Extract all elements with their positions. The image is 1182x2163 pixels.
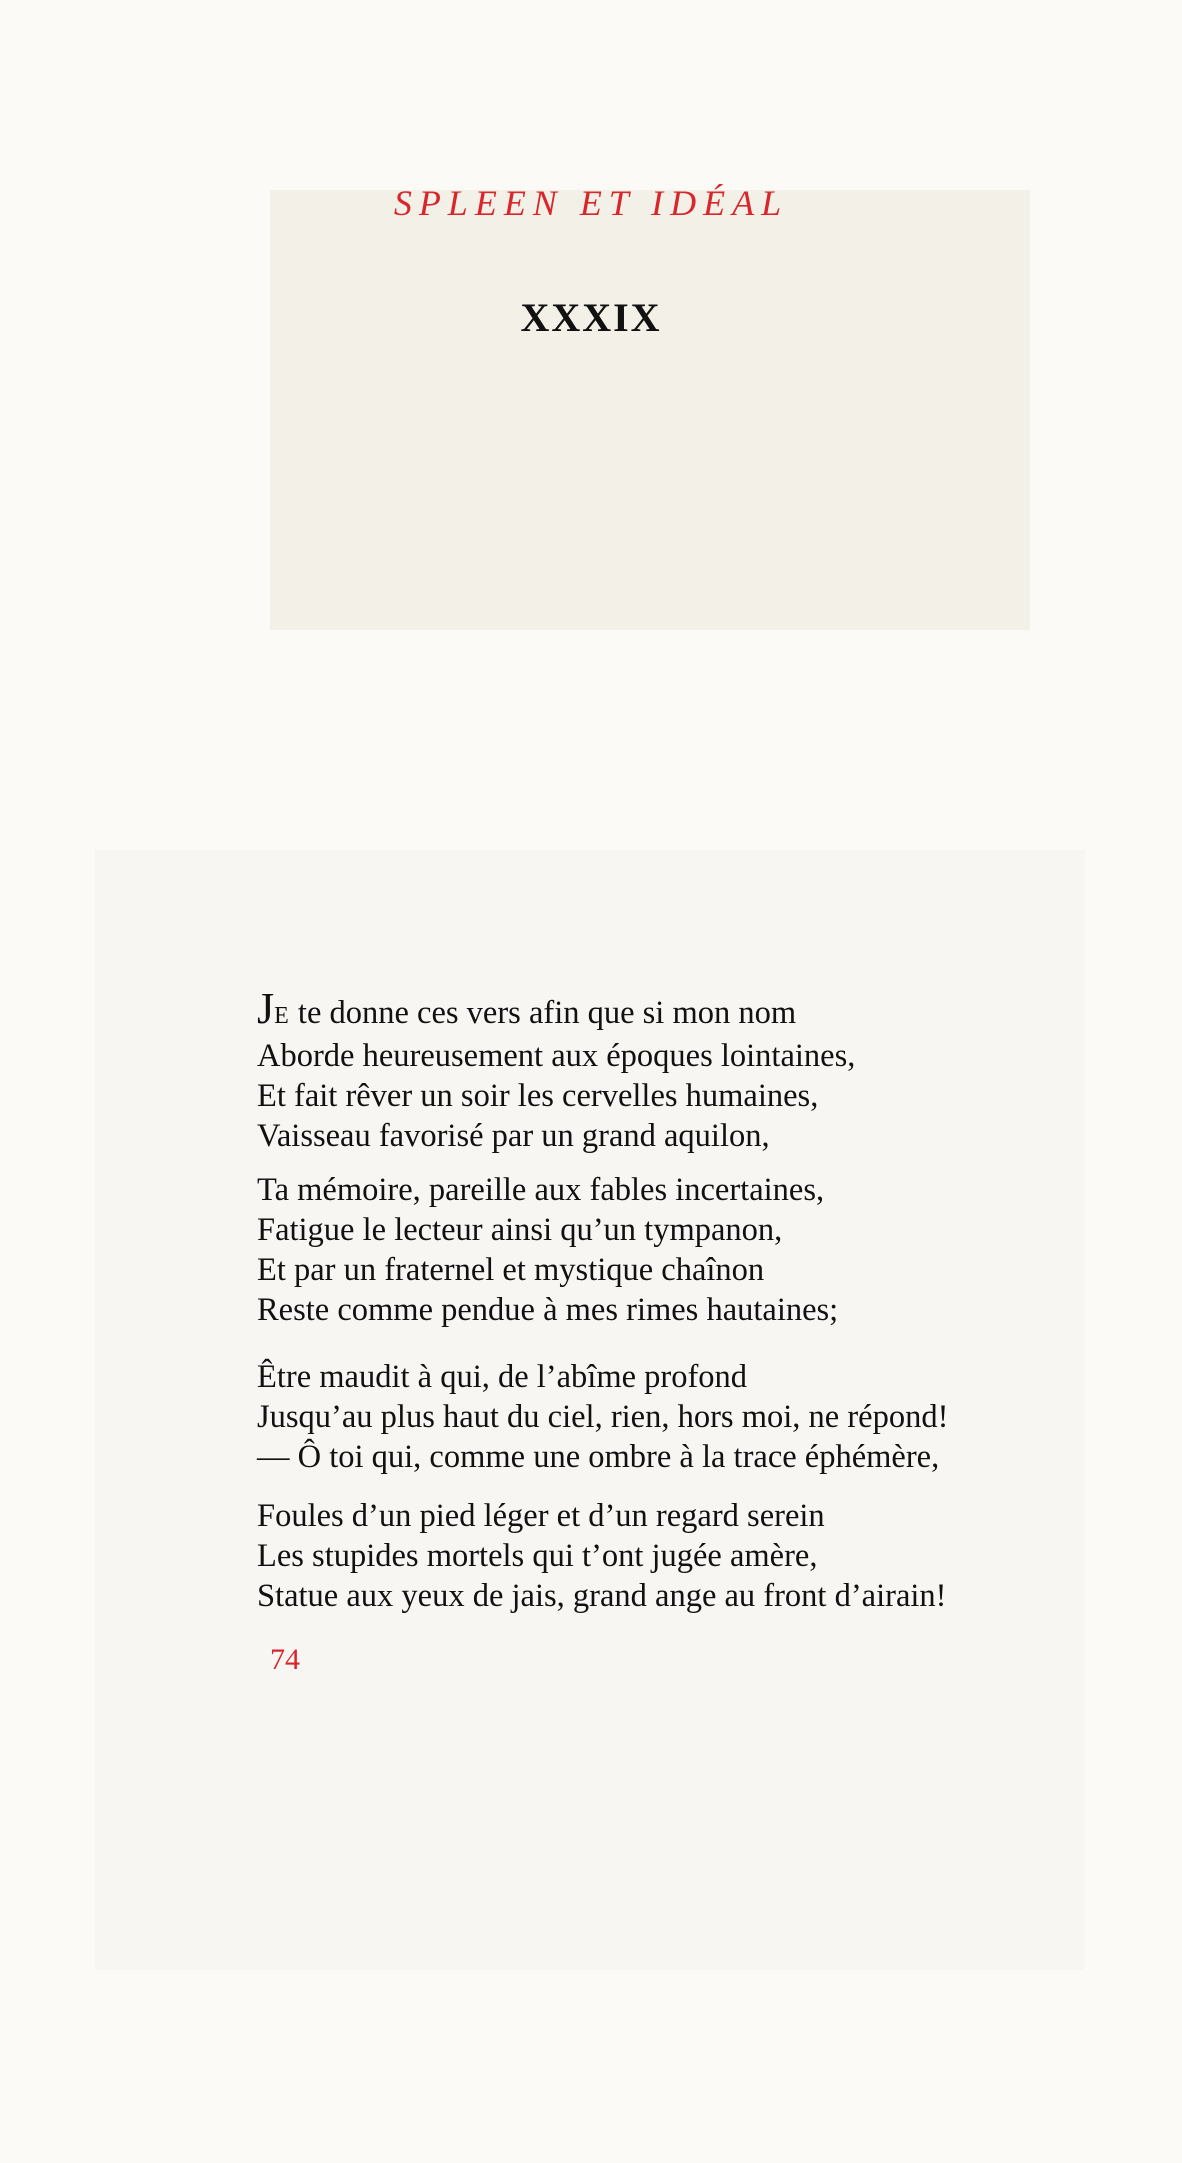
poem-line: Fatigue le lecteur ainsi qu’un tympanon, bbox=[257, 1212, 783, 1248]
poem-line: Vaisseau favorisé par un grand aquilon, bbox=[257, 1118, 770, 1154]
poem-line: Foules d’un pied léger et d’un regard serein bbox=[257, 1498, 825, 1534]
stanza-2 bbox=[257, 1170, 1117, 1330]
poem-line: Les stupides mortels qui t’ont jugée amère, bbox=[257, 1538, 818, 1574]
poem-line: Être maudit à qui, de l’abîme profond bbox=[257, 1359, 748, 1395]
line-text: te donne ces vers afin que si mon nom bbox=[289, 995, 797, 1031]
show-through-shade bbox=[270, 190, 1030, 630]
page-number: 74 bbox=[270, 1643, 300, 1676]
stanza-3 bbox=[257, 1357, 1117, 1477]
poem-line: Jusqu’au plus haut du ciel, rien, hors moi, ne répond! bbox=[257, 1399, 949, 1435]
poem-line bbox=[257, 984, 1117, 1036]
poem-number: XXXIX bbox=[520, 295, 662, 340]
poem-line: Reste comme pendue à mes rimes hautaines; bbox=[257, 1292, 839, 1328]
poem-line: Et par un fraternel et mystique chaînon bbox=[257, 1252, 765, 1288]
poem-line: Aborde heureusement aux époques lointaines, bbox=[257, 1038, 856, 1074]
initial-letter: J bbox=[257, 984, 275, 1033]
stanza-1 bbox=[257, 984, 1117, 1156]
poem-line: Ta mémoire, pareille aux fables incertaines, bbox=[257, 1172, 825, 1208]
running-head: SPLEEN ET IDÉAL bbox=[393, 183, 789, 223]
stanza-4 bbox=[257, 1496, 1117, 1616]
small-cap-letter: E bbox=[274, 1003, 290, 1029]
poem-line: — Ô toi qui, comme une ombre à la trace éphémère, bbox=[257, 1439, 940, 1475]
poem-line: Statue aux yeux de jais, grand ange au front d’airain! bbox=[257, 1578, 947, 1614]
poem-line: Et fait rêver un soir les cervelles humaines, bbox=[257, 1078, 819, 1114]
